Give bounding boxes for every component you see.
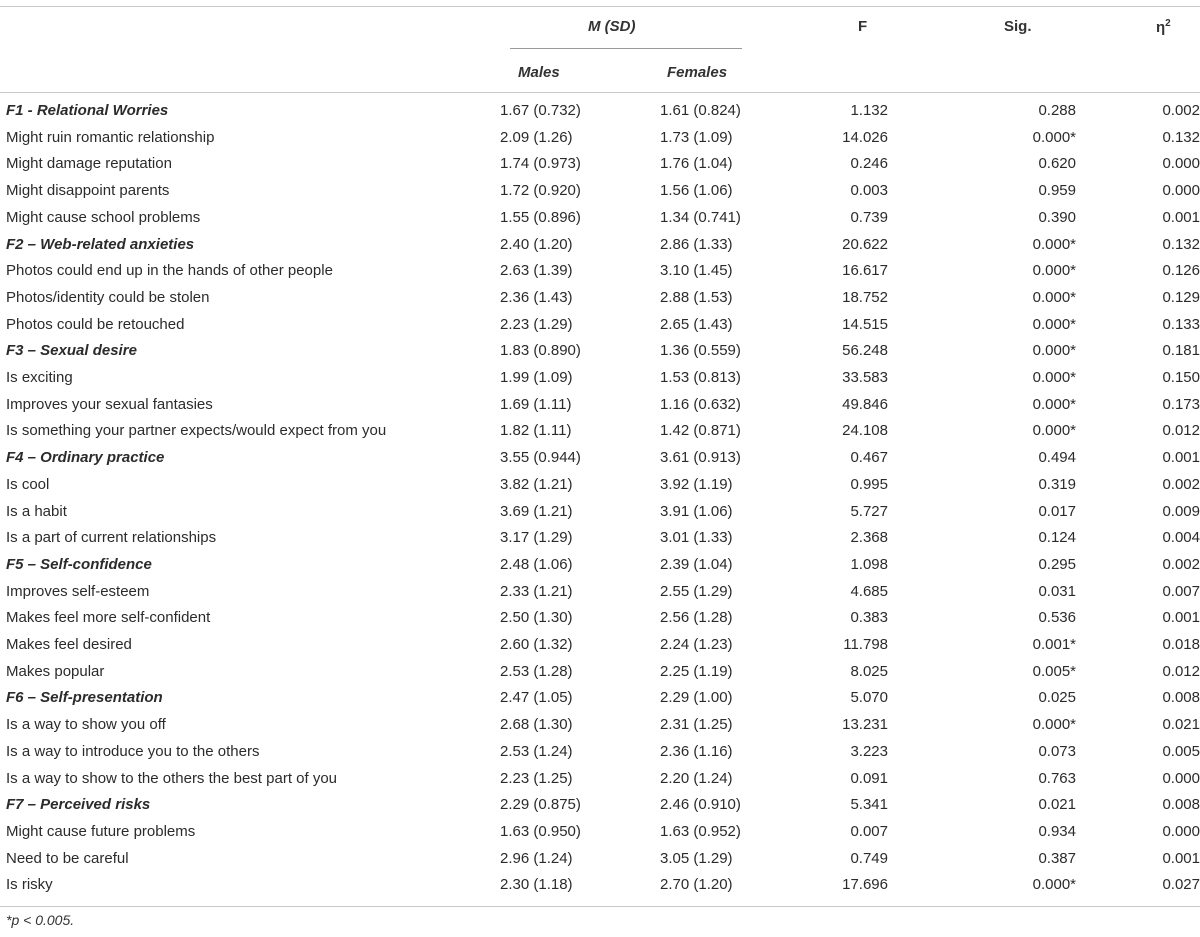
eta-value: 0.012 — [1162, 662, 1200, 680]
factor-row — [0, 552, 1200, 579]
row-label: Is exciting — [6, 369, 73, 387]
f-value: 0.995 — [850, 475, 888, 493]
f-value: 0.467 — [850, 449, 888, 467]
males-value: 1.63 (0.950) — [500, 822, 581, 840]
row-label: Might ruin romantic relationship — [6, 128, 215, 146]
males-value: 2.60 (1.32) — [500, 636, 573, 654]
females-value: 1.63 (0.952) — [660, 822, 741, 840]
f-value: 0.383 — [850, 609, 888, 627]
females-value: 2.70 (1.20) — [660, 876, 733, 894]
f-value: 0.007 — [850, 822, 888, 840]
f-value: 16.617 — [842, 262, 888, 280]
row-label: F3 – Sexual desire — [6, 342, 137, 360]
females-value: 1.34 (0.741) — [660, 208, 741, 226]
eta-value: 0.001 — [1162, 208, 1200, 226]
sig-value: 0.000* — [1032, 716, 1076, 734]
eta-value: 0.150 — [1162, 369, 1200, 387]
eta-value: 0.001 — [1162, 449, 1200, 467]
sig-value: 0.000* — [1032, 342, 1076, 360]
f-value: 24.108 — [842, 422, 888, 440]
table-row — [0, 365, 1200, 392]
row-label: F5 – Self-confidence — [6, 555, 152, 573]
table-row — [0, 258, 1200, 285]
eta-value: 0.027 — [1162, 876, 1200, 894]
females-value: 3.01 (1.33) — [660, 529, 733, 547]
females-value: 1.73 (1.09) — [660, 128, 733, 146]
f-value: 18.752 — [842, 288, 888, 306]
row-label: F2 – Web-related anxieties — [6, 235, 195, 253]
row-label: Makes feel more self-confident — [6, 609, 211, 627]
males-value: 3.17 (1.29) — [500, 529, 573, 547]
table-row — [0, 125, 1200, 152]
females-value: 2.88 (1.53) — [660, 288, 733, 306]
females-value: 2.36 (1.16) — [660, 742, 733, 760]
females-value: 1.61 (0.824) — [660, 102, 741, 119]
females-value: 2.20 (1.24) — [660, 769, 733, 787]
sig-value: 0.017 — [1038, 502, 1076, 520]
factor-row — [0, 98, 1200, 125]
table-row — [0, 525, 1200, 552]
eta-value: 0.007 — [1162, 582, 1200, 600]
females-value: 2.29 (1.00) — [660, 689, 733, 707]
header-msd: M (SD) — [588, 18, 636, 35]
row-label: Photos/identity could be stolen — [6, 288, 210, 306]
f-value: 0.003 — [850, 182, 888, 200]
table-row — [0, 285, 1200, 312]
row-label: Is something your partner expects/would expect from you — [6, 422, 387, 440]
eta-value: 0.181 — [1162, 342, 1200, 360]
females-value: 2.55 (1.29) — [660, 582, 733, 600]
sig-value: 0.536 — [1038, 609, 1076, 627]
males-value: 1.55 (0.896) — [500, 208, 581, 226]
table-row — [0, 205, 1200, 232]
header-males: Males — [518, 64, 560, 81]
sig-value: 0.124 — [1038, 529, 1076, 547]
f-value: 4.685 — [850, 582, 888, 600]
table-row — [0, 392, 1200, 419]
row-label: Is a way to introduce you to the others — [6, 742, 260, 760]
row-label: Is a habit — [6, 502, 67, 520]
f-value: 0.091 — [850, 769, 888, 787]
males-value: 2.50 (1.30) — [500, 609, 573, 627]
eta-value: 0.005 — [1162, 742, 1200, 760]
sig-value: 0.295 — [1038, 555, 1076, 573]
males-value: 1.82 (1.11) — [500, 422, 572, 440]
sig-value: 0.000* — [1032, 422, 1076, 440]
f-value: 20.622 — [842, 235, 888, 253]
eta-value: 0.001 — [1162, 849, 1200, 867]
eta-value: 0.002 — [1162, 555, 1200, 573]
f-value: 56.248 — [842, 342, 888, 360]
row-label: F6 – Self-presentation — [6, 689, 163, 707]
f-value: 14.515 — [842, 315, 888, 333]
sig-value: 0.000* — [1032, 128, 1076, 146]
f-value: 13.231 — [842, 716, 888, 734]
factor-row — [0, 338, 1200, 365]
males-value: 2.53 (1.24) — [500, 742, 573, 760]
sig-value: 0.073 — [1038, 742, 1076, 760]
sig-value: 0.288 — [1038, 102, 1076, 119]
f-value: 14.026 — [842, 128, 888, 146]
females-value: 2.86 (1.33) — [660, 235, 733, 253]
f-value: 5.341 — [850, 796, 888, 814]
f-value: 1.132 — [850, 102, 888, 119]
row-label: Is a way to show to the others the best part of you — [6, 769, 338, 787]
females-value: 1.56 (1.06) — [660, 182, 733, 200]
table-row — [0, 178, 1200, 205]
females-value: 2.56 (1.28) — [660, 609, 733, 627]
males-value: 1.83 (0.890) — [500, 342, 581, 360]
f-value: 11.798 — [843, 636, 888, 654]
factor-row — [0, 685, 1200, 712]
sig-value: 0.390 — [1038, 208, 1076, 226]
row-label: Is a way to show you off — [6, 716, 166, 734]
header-sig: Sig. — [1004, 18, 1032, 35]
males-value: 2.68 (1.30) — [500, 716, 573, 734]
males-value: 2.36 (1.43) — [500, 288, 573, 306]
f-value: 17.696 — [842, 876, 888, 894]
table-row — [0, 472, 1200, 499]
females-value: 2.65 (1.43) — [660, 315, 733, 333]
factor-row — [0, 792, 1200, 819]
females-value: 2.31 (1.25) — [660, 716, 733, 734]
f-value: 49.846 — [842, 395, 888, 413]
table-row — [0, 579, 1200, 606]
sig-value: 0.000* — [1032, 288, 1076, 306]
eta-value: 0.008 — [1162, 689, 1200, 707]
row-label: Makes feel desired — [6, 636, 132, 654]
sig-value: 0.494 — [1038, 449, 1076, 467]
eta-value: 0.000 — [1162, 155, 1200, 173]
females-value: 1.16 (0.632) — [660, 395, 741, 413]
row-label: F4 – Ordinary practice — [6, 449, 165, 467]
table-row — [0, 632, 1200, 659]
table-row — [0, 418, 1200, 445]
f-value: 1.098 — [850, 555, 888, 573]
sig-value: 0.031 — [1038, 582, 1076, 600]
sig-value: 0.021 — [1038, 796, 1076, 814]
header-rule — [0, 92, 1200, 93]
f-value: 5.070 — [850, 689, 888, 707]
row-label: Might disappoint parents — [6, 182, 170, 200]
females-value: 2.46 (0.910) — [660, 796, 741, 814]
males-value: 3.69 (1.21) — [500, 502, 573, 520]
sig-value: 0.000* — [1032, 395, 1076, 413]
eta-value: 0.000 — [1162, 769, 1200, 787]
males-value: 1.99 (1.09) — [500, 369, 573, 387]
table-row — [0, 605, 1200, 632]
females-value: 2.24 (1.23) — [660, 636, 733, 654]
table-row — [0, 712, 1200, 739]
sig-value: 0.000* — [1032, 369, 1076, 387]
eta-value: 0.002 — [1162, 475, 1200, 493]
row-label: Photos could be retouched — [6, 315, 185, 333]
row-label: Need to be careful — [6, 849, 129, 867]
males-value: 2.48 (1.06) — [500, 555, 573, 573]
sig-value: 0.000* — [1032, 262, 1076, 280]
females-value: 1.42 (0.871) — [660, 422, 741, 440]
eta-value: 0.132 — [1162, 235, 1200, 253]
table-row — [0, 659, 1200, 686]
eta-value: 0.012 — [1162, 422, 1200, 440]
factor-row — [0, 445, 1200, 472]
eta-value: 0.173 — [1162, 395, 1200, 413]
table-row — [0, 819, 1200, 846]
eta-value: 0.002 — [1162, 102, 1200, 119]
eta-value: 0.018 — [1162, 636, 1200, 654]
row-label: Is a part of current relationships — [6, 529, 217, 547]
eta-value: 0.004 — [1162, 529, 1200, 547]
row-label: Improves self-esteem — [6, 582, 150, 600]
row-label: F1 - Relational Worries — [6, 102, 169, 119]
females-value: 3.05 (1.29) — [660, 849, 733, 867]
footnote: *p < 0.005. — [6, 912, 75, 928]
row-label: Might damage reputation — [6, 155, 172, 173]
males-value: 1.69 (1.11) — [500, 395, 572, 413]
sig-value: 0.000* — [1032, 876, 1076, 894]
females-value: 2.39 (1.04) — [660, 555, 733, 573]
bottom-rule — [0, 906, 1200, 907]
females-value: 1.53 (0.813) — [660, 369, 741, 387]
males-value: 1.72 (0.920) — [500, 182, 581, 200]
eta-value: 0.133 — [1162, 315, 1200, 333]
f-value: 0.749 — [850, 849, 888, 867]
table-row — [0, 872, 1200, 899]
males-value: 2.96 (1.24) — [500, 849, 573, 867]
males-value: 2.29 (0.875) — [500, 796, 581, 814]
f-value: 0.739 — [850, 208, 888, 226]
eta-value: 0.008 — [1162, 796, 1200, 814]
sig-value: 0.934 — [1038, 822, 1076, 840]
sig-value: 0.763 — [1038, 769, 1076, 787]
males-value: 3.55 (0.944) — [500, 449, 581, 467]
row-label: Photos could end up in the hands of other people — [6, 262, 333, 280]
males-value: 2.30 (1.18) — [500, 876, 573, 894]
table-row — [0, 739, 1200, 766]
females-value: 3.92 (1.19) — [660, 475, 733, 493]
males-value: 2.63 (1.39) — [500, 262, 573, 280]
sig-value: 0.620 — [1038, 155, 1076, 173]
eta-value: 0.132 — [1162, 128, 1200, 146]
row-label: Improves your sexual fantasies — [6, 395, 213, 413]
top-rule — [0, 6, 1200, 7]
header-females: Females — [667, 64, 728, 81]
table-row — [0, 766, 1200, 793]
sig-value: 0.001* — [1032, 636, 1076, 654]
females-value: 3.10 (1.45) — [660, 262, 733, 280]
sig-value: 0.025 — [1038, 689, 1076, 707]
females-value: 3.91 (1.06) — [660, 502, 733, 520]
males-value: 2.33 (1.21) — [500, 582, 573, 600]
males-value: 2.53 (1.28) — [500, 662, 573, 680]
females-value: 2.25 (1.19) — [660, 662, 733, 680]
f-value: 5.727 — [850, 502, 888, 520]
f-value: 0.246 — [850, 155, 888, 173]
eta-value: 0.001 — [1162, 609, 1200, 627]
row-label: F7 – Perceived risks — [6, 796, 151, 814]
males-value: 1.67 (0.732) — [500, 102, 581, 119]
males-value: 2.23 (1.25) — [500, 769, 573, 787]
males-value: 2.47 (1.05) — [500, 689, 573, 707]
eta-value: 0.129 — [1162, 288, 1200, 306]
row-label: Is risky — [6, 876, 53, 894]
table-row — [0, 846, 1200, 873]
row-label: Makes popular — [6, 662, 105, 680]
females-value: 1.36 (0.559) — [660, 342, 741, 360]
males-value: 2.40 (1.20) — [500, 235, 573, 253]
sig-value: 0.000* — [1032, 235, 1076, 253]
row-label: Might cause school problems — [6, 208, 201, 226]
header-F: F — [858, 18, 868, 35]
males-value: 1.74 (0.973) — [500, 155, 581, 173]
eta-value: 0.021 — [1162, 716, 1200, 734]
eta-value: 0.000 — [1162, 182, 1200, 200]
sig-value: 0.387 — [1038, 849, 1076, 867]
eta-value: 0.000 — [1162, 822, 1200, 840]
eta-value: 0.126 — [1162, 262, 1200, 280]
header-eta: $\eta^2$ — [1156, 18, 1171, 36]
males-value: 2.09 (1.26) — [500, 128, 573, 146]
sig-value: 0.319 — [1038, 475, 1076, 493]
f-value: 33.583 — [842, 369, 888, 387]
f-value: 3.223 — [850, 742, 888, 760]
sig-value: 0.005* — [1032, 662, 1076, 680]
eta-value: 0.009 — [1162, 502, 1200, 520]
females-value: 3.61 (0.913) — [660, 449, 741, 467]
females-value: 1.76 (1.04) — [660, 155, 733, 173]
males-value: 3.82 (1.21) — [500, 475, 573, 493]
row-label: Might cause future problems — [6, 822, 196, 840]
msd-underline — [510, 48, 742, 49]
factor-row — [0, 232, 1200, 259]
f-value: 2.368 — [850, 529, 888, 547]
row-label: Is cool — [6, 475, 50, 493]
sig-value: 0.000* — [1032, 315, 1076, 333]
data-table — [0, 98, 1200, 899]
f-value: 8.025 — [850, 662, 888, 680]
sig-value: 0.959 — [1038, 182, 1076, 200]
table-row — [0, 312, 1200, 339]
table-row — [0, 499, 1200, 526]
table-row — [0, 151, 1200, 178]
males-value: 2.23 (1.29) — [500, 315, 573, 333]
